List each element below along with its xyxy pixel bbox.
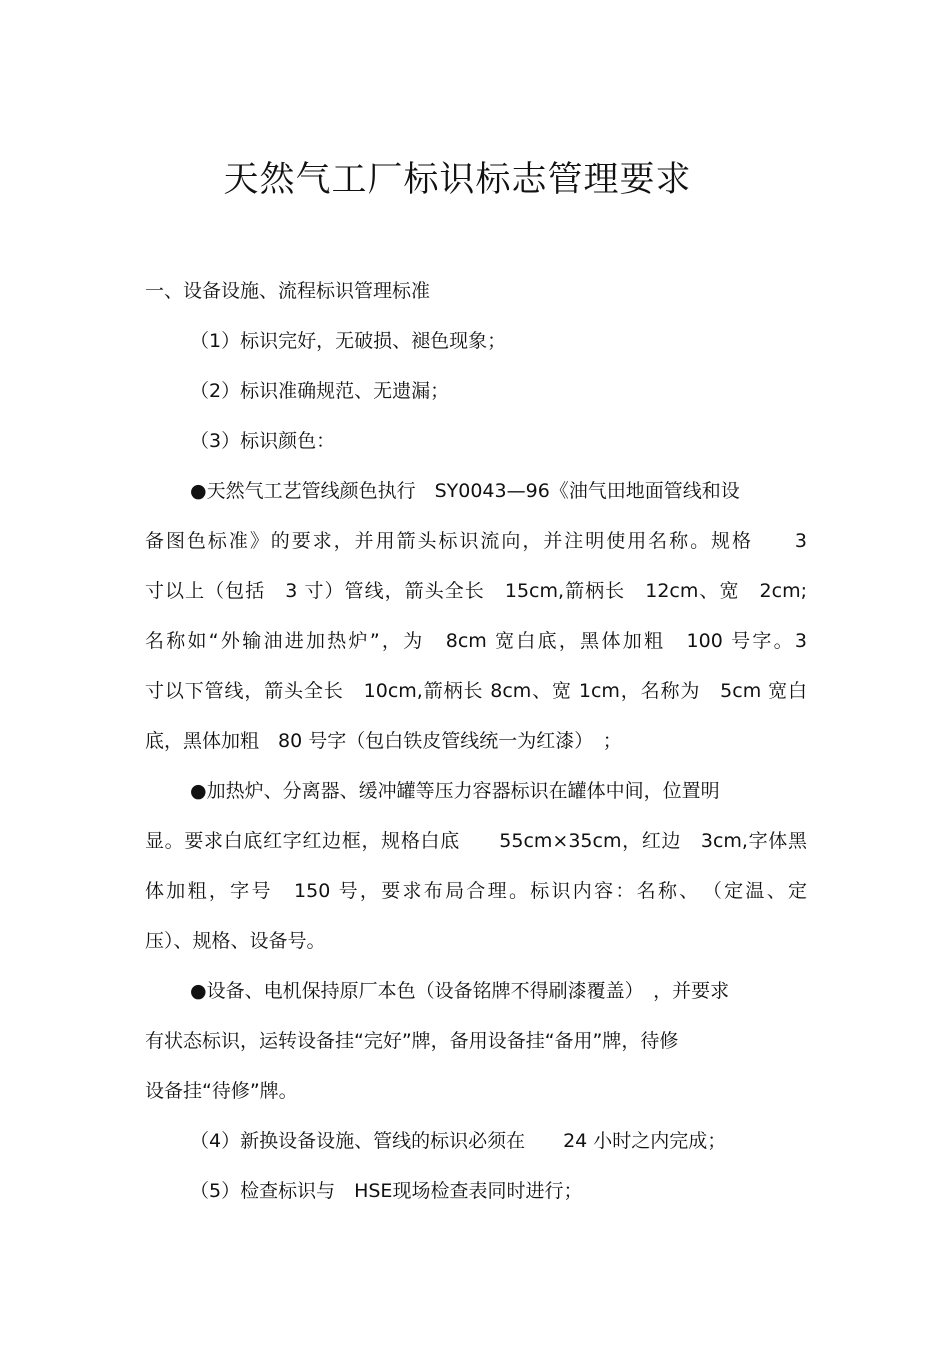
list-item-2: （2）标识准确规范、无遗漏； <box>190 380 450 402</box>
bullet-equipment-line: 设备挂“待修”牌。 <box>145 1080 298 1102</box>
list-item-5: （5）检查标识与 HSE现场检查表同时进行； <box>190 1180 583 1202</box>
list-item-1: （1）标识完好，无破损、褪色现象； <box>190 330 507 352</box>
bullet-equipment-line: ●设备、电机保持原厂本色（设备铭牌不得刷漆覆盖） ，并要求 <box>190 980 730 1002</box>
bullet-equipment-line: 有状态标识，运转设备挂“完好”牌，备用设备挂“备用”牌，待修 <box>145 1030 679 1052</box>
list-item-4: （4）新换设备设施、管线的标识必须在 24 小时之内完成； <box>190 1130 727 1152</box>
bullet-pipeline-line: 备图色标准》的要求，并用箭头标识流向，并注明使用名称。规格 3 <box>145 530 807 552</box>
bullet-vessel-line: 压）、规格、设备号。 <box>145 930 326 952</box>
bullet-pipeline-line: ●天然气工艺管线颜色执行 SY0043—96《油气田地面管线和设 <box>190 480 740 502</box>
bullet-vessel-line: ●加热炉、分离器、缓冲罐等压力容器标识在罐体中间，位置明 <box>190 780 720 802</box>
bullet-vessel-line: 显。要求白底红字红边框，规格白底 55cm×35cm，红边 3cm,字体黑 <box>145 830 807 852</box>
bullet-pipeline-line: 寸以上（包括 3 寸）管线，箭头全长 15cm,箭柄长 12cm、宽 2cm; <box>145 580 807 602</box>
bullet-pipeline-line: 底，黑体加粗 80 号字（包白铁皮管线统一为红漆） ； <box>145 730 622 752</box>
list-item-3: （3）标识颜色： <box>190 430 336 452</box>
bullet-vessel-line: 体加粗，字号 150 号，要求布局合理。标识内容：名称、 （定温、定 <box>145 880 807 902</box>
document-title: 天然气工厂标识标志管理要求 <box>223 160 692 200</box>
bullet-pipeline-line: 寸以下管线，箭头全长 10cm,箭柄长 8cm、宽 1cm，名称为 5cm 宽白 <box>145 680 807 702</box>
section-heading: 一、设备设施、流程标识管理标准 <box>145 280 431 302</box>
bullet-pipeline-line: 名称如“外输油进加热炉”，为 8cm 宽白底，黑体加粗 100 号字。3 <box>145 630 807 652</box>
